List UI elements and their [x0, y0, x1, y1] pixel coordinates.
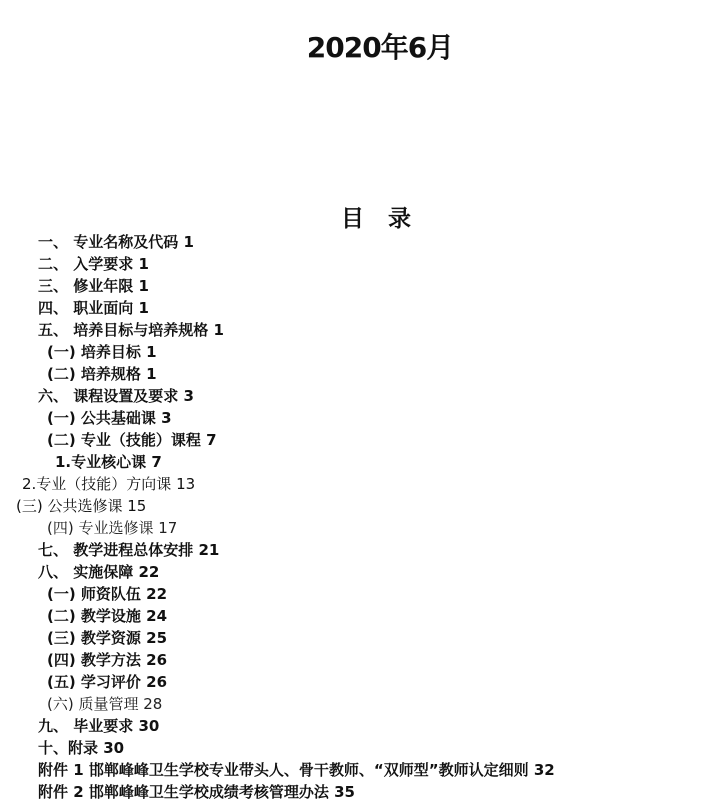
toc-item-section-6-1[interactable]: (一) 公共基础课 3: [47, 409, 172, 427]
table-of-contents: [0, 231, 721, 803]
toc-item-appendix-2[interactable]: 附件 2 邯郸峰峰卫生学校成绩考核管理办法 35: [38, 783, 355, 801]
toc-item-section-8[interactable]: 八、 实施保障 22: [38, 563, 160, 581]
toc-item-section-7[interactable]: 七、 教学进程总体安排 21: [38, 541, 220, 559]
toc-item-section-5-2[interactable]: (二) 培养规格 1: [47, 365, 157, 383]
toc-item-section-8-6[interactable]: (六) 质量管理 28: [47, 695, 163, 713]
toc-item-section-6-3[interactable]: (三) 公共选修课 15: [16, 497, 147, 515]
toc-item-section-2[interactable]: 二、 入学要求 1: [38, 255, 149, 273]
toc-item-section-6-2-2[interactable]: 2.专业（技能）方向课 13: [22, 475, 196, 493]
toc-item-section-8-3[interactable]: (三) 教学资源 25: [47, 629, 168, 647]
toc-item-section-1[interactable]: 一、 专业名称及代码 1: [38, 233, 194, 251]
toc-item-section-8-5[interactable]: (五) 学习评价 26: [47, 673, 168, 691]
date-title: 2020年6月: [306, 31, 454, 64]
toc-item-section-5[interactable]: 五、 培养目标与培养规格 1: [38, 321, 224, 339]
toc-item-section-6-2-1[interactable]: 1.专业核心课 7: [55, 453, 162, 471]
toc-item-section-6-4[interactable]: (四) 专业选修课 17: [47, 519, 178, 537]
toc-item-section-8-1[interactable]: (一) 师资队伍 22: [47, 585, 168, 603]
toc-item-section-8-4[interactable]: (四) 教学方法 26: [47, 651, 168, 669]
toc-item-section-6[interactable]: 六、 课程设置及要求 3: [38, 387, 194, 405]
toc-item-appendix-1[interactable]: 附件 1 邯郸峰峰卫生学校专业带头人、骨干教师、“双师型”教师认定细则 32: [38, 761, 555, 779]
toc-heading: 目 录: [340, 206, 419, 232]
toc-item-section-6-2[interactable]: (二) 专业（技能）课程 7: [47, 431, 217, 449]
toc-item-section-5-1[interactable]: (一) 培养目标 1: [47, 343, 157, 361]
toc-item-section-3[interactable]: 三、 修业年限 1: [38, 277, 149, 295]
toc-item-section-8-2[interactable]: (二) 教学设施 24: [47, 607, 168, 625]
toc-item-section-10[interactable]: 十、附录 30: [38, 739, 125, 757]
toc-item-section-4[interactable]: 四、 职业面向 1: [38, 299, 149, 317]
toc-item-section-9[interactable]: 九、 毕业要求 30: [38, 717, 160, 735]
